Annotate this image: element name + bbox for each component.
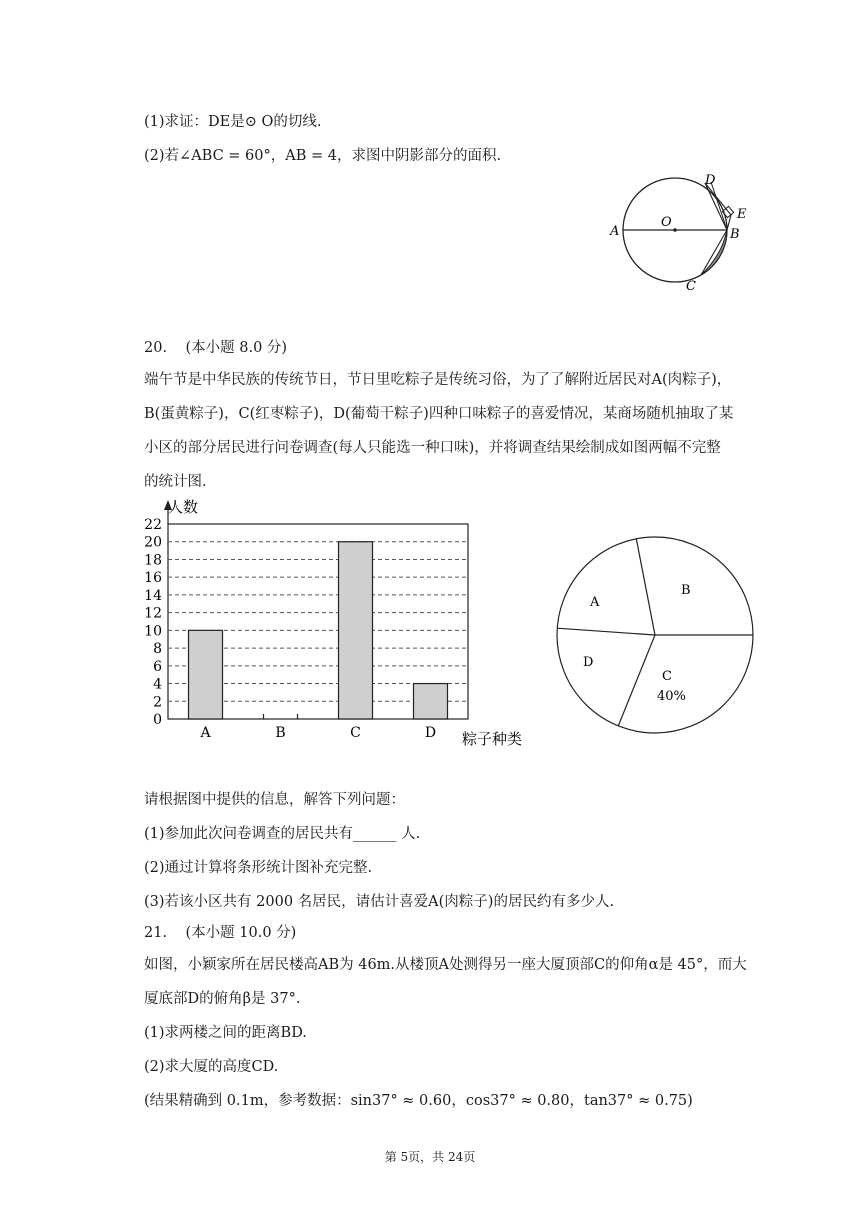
circle-figure xyxy=(600,170,760,300)
q21-header xyxy=(144,923,296,943)
x-axis-label: 粽子种类 xyxy=(462,730,523,748)
y-tick-label: 2 xyxy=(153,694,162,711)
pie-percent-C: 40% xyxy=(657,689,686,704)
q21-number: 21. xyxy=(144,925,168,941)
label-B: B xyxy=(730,227,740,242)
x-tick-label: C xyxy=(350,725,361,741)
q20-sub3: (3)若该小区共有 2000 名居民，请估计喜爱A(肉粽子)的居民约有多少人. xyxy=(144,894,615,910)
y-tick-label: 16 xyxy=(144,570,162,587)
y-tick-label: 4 xyxy=(153,676,162,693)
bar-B xyxy=(264,714,298,719)
q20-para-line: 小区的部分居民进行问卷调查(每人只能选一种口味)，并将调查结果绘制成如图两幅不完整 xyxy=(144,440,721,456)
y-tick-label: 20 xyxy=(144,534,162,551)
pie-label-B: B xyxy=(681,583,691,598)
y-axis-label: 人数 xyxy=(168,498,199,516)
label-C: C xyxy=(686,279,696,294)
bar-C xyxy=(339,542,373,719)
bar-D xyxy=(414,684,448,719)
q20-prompt: 请根据图中提供的信息，解答下列问题： xyxy=(144,792,405,808)
page-footer: 第 5页，共 24页 xyxy=(384,1150,476,1164)
label-A: A xyxy=(610,224,620,239)
q20-meta: (本小题 8.0 分) xyxy=(185,340,288,356)
q21-note: (结果精确到 0.1m，参考数据：sin37° ≈ 0.60，cos37° ≈ 0.80，tan37° ≈ 0.75) xyxy=(144,1093,693,1109)
q21-sub1: (1)求两楼之间的距离BD. xyxy=(144,1025,307,1041)
q20-para-line: B(蛋黄粽子)，C(红枣粽子)，D(葡萄干粽子)四种口味粽子的喜爱情况，某商场随机抽取了某 xyxy=(144,406,734,422)
y-tick-label: 10 xyxy=(144,623,162,640)
label-D: D xyxy=(705,173,716,188)
q20-header xyxy=(144,338,287,358)
label-O: O xyxy=(661,215,672,230)
q21-meta: (本小题 10.0 分) xyxy=(185,925,297,941)
bar-chart xyxy=(130,492,550,752)
y-tick-label: 18 xyxy=(144,552,162,569)
y-tick-label: 8 xyxy=(153,641,162,658)
q20-para-line: 端午节是中华民族的传统节日，节日里吃粽子是传统习俗，为了了解附近居民对A(肉粽子)， xyxy=(144,372,732,388)
q19-part1: (1)求证：DE是⊙ O的切线. xyxy=(144,114,322,130)
y-tick-label: 22 xyxy=(144,517,162,533)
y-tick-label: 14 xyxy=(144,587,162,604)
label-E: E xyxy=(737,207,747,222)
q21-sub2: (2)求大厦的高度CD. xyxy=(144,1059,279,1075)
y-tick-label: 0 xyxy=(153,712,162,728)
q19-part2: (2)若∠ABC = 60°，AB = 4，求图中阴影部分的面积. xyxy=(144,148,502,164)
y-tick-label: 12 xyxy=(144,605,162,622)
q20-sub1: (1)参加此次问卷调查的居民共有______ 人. xyxy=(144,826,421,842)
pie-chart xyxy=(550,535,760,735)
q20-para-line: 的统计图. xyxy=(144,474,207,490)
q21-line1: 如图，小颖家所在居民楼高AB为 46m.从楼顶A处测得另一座大厦顶部C的仰角α是 45°，而大 xyxy=(144,957,747,973)
x-tick-label: B xyxy=(275,725,286,741)
pie-label-D: D xyxy=(583,655,594,670)
q20-number: 20. xyxy=(144,340,168,356)
y-tick-label: 6 xyxy=(153,658,162,675)
x-tick-label: A xyxy=(200,725,211,741)
q21-line2: 厦底部D的俯角β是 37°. xyxy=(144,991,301,1007)
pie-label-A: A xyxy=(590,595,600,610)
q20-sub2: (2)通过计算将条形统计图补充完整. xyxy=(144,860,373,876)
bar-A xyxy=(189,630,223,719)
x-tick-label: D xyxy=(424,725,437,741)
pie-label-C: C xyxy=(662,669,672,684)
